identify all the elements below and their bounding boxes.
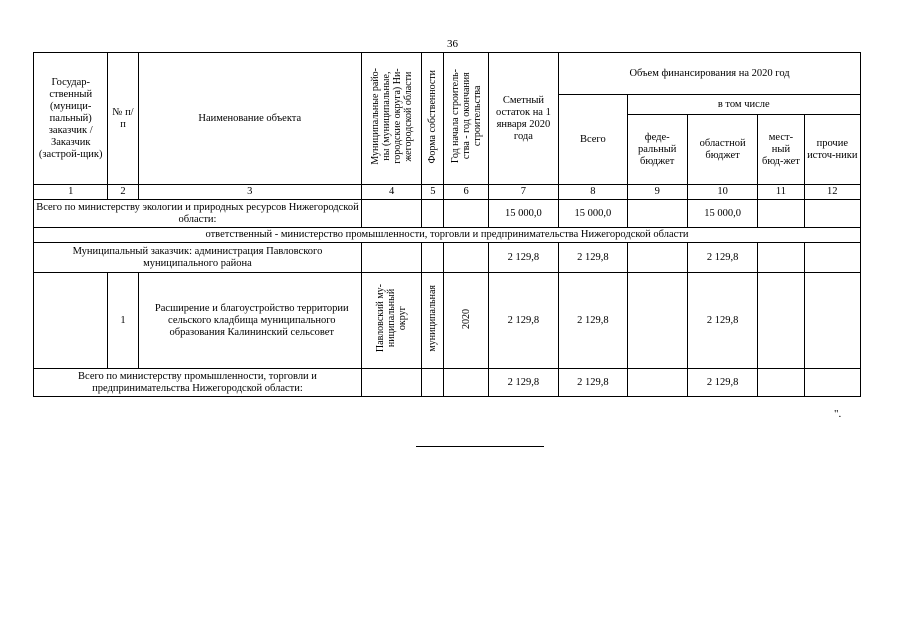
table-row bbox=[34, 369, 861, 397]
header-district-line: ны (муниципальные, bbox=[380, 71, 392, 162]
header-federal: феде-ральный бюджет bbox=[627, 115, 687, 185]
col-number: 10 bbox=[687, 185, 757, 200]
header-including: в том числе bbox=[627, 95, 860, 115]
table-row bbox=[34, 200, 861, 228]
closing-quote: ". bbox=[834, 408, 842, 420]
header-object-name: Наименование объекта bbox=[138, 53, 361, 185]
table-row bbox=[34, 243, 861, 273]
ecology-total-regional: 15 000,0 bbox=[687, 200, 757, 228]
col-number: 12 bbox=[804, 185, 860, 200]
object-district bbox=[361, 273, 421, 369]
header-other: прочие источ-ники bbox=[804, 115, 860, 185]
col-number: 5 bbox=[422, 185, 444, 200]
col-number: 3 bbox=[138, 185, 361, 200]
col-number: 11 bbox=[758, 185, 804, 200]
header-district-line: жегородской области bbox=[402, 71, 414, 162]
object-district-line: ниципальный bbox=[386, 289, 398, 348]
header-year-line: Год начала строитель- bbox=[449, 69, 461, 164]
col-number: 8 bbox=[559, 185, 627, 200]
col-number: 9 bbox=[627, 185, 687, 200]
header-number: № п/п bbox=[108, 53, 138, 185]
table-row bbox=[34, 228, 861, 243]
object-total: 2 129,8 bbox=[559, 273, 627, 369]
object-district-line: округ bbox=[397, 306, 409, 331]
ecology-total-label: Всего по министерству экологии и природных ресурсов Нижегородской области: bbox=[34, 200, 362, 228]
col-number: 2 bbox=[108, 185, 138, 200]
header-year bbox=[444, 53, 488, 185]
object-name: Расширение и благоустройство территории сельского кладбища муниципального образования Калининский сельсовет bbox=[138, 273, 361, 369]
ecology-total-balance: 15 000,0 bbox=[488, 200, 558, 228]
header-district-line: городские округа) Ни- bbox=[391, 68, 403, 165]
table-row bbox=[34, 273, 861, 369]
header-regional: областной бюджет bbox=[687, 115, 757, 185]
header-district bbox=[361, 53, 421, 185]
customer-row-regional: 2 129,8 bbox=[687, 243, 757, 273]
header-district-line: Муниципальные райо- bbox=[369, 68, 381, 165]
industry-total-label: Всего по министерству промышленности, торговли и предпринимательства Нижегородской области: bbox=[34, 369, 362, 397]
header-ownership bbox=[422, 53, 444, 185]
industry-total-regional: 2 129,8 bbox=[687, 369, 757, 397]
object-ownership bbox=[422, 273, 444, 369]
object-year bbox=[444, 273, 488, 369]
col-number: 6 bbox=[444, 185, 488, 200]
header-year-line: ства - год окончания bbox=[460, 73, 472, 160]
separator-line bbox=[416, 446, 544, 447]
object-balance: 2 129,8 bbox=[488, 273, 558, 369]
header-year-line: строительства bbox=[471, 86, 483, 147]
industry-total-sum: 2 129,8 bbox=[559, 369, 627, 397]
customer-row-balance: 2 129,8 bbox=[488, 243, 558, 273]
header-local: мест-ный бюд-жет bbox=[758, 115, 804, 185]
customer-row-total: 2 129,8 bbox=[559, 243, 627, 273]
header-balance: Сметный остаток на 1 января 2020 года bbox=[488, 53, 558, 185]
header-total: Всего bbox=[559, 95, 627, 185]
header-ownership-text: Форма собственности bbox=[427, 69, 439, 164]
col-number: 4 bbox=[361, 185, 421, 200]
page-number: 36 bbox=[447, 38, 458, 50]
responsible-row: ответственный - министерство промышленности, торговли и предпринимательства Нижегородской области bbox=[34, 228, 861, 243]
object-year-text: 2020 bbox=[460, 308, 472, 329]
object-number: 1 bbox=[108, 273, 138, 369]
industry-total-balance: 2 129,8 bbox=[488, 369, 558, 397]
customer-row-label: Муниципальный заказчик: администрация Павловского муниципального района bbox=[34, 243, 362, 273]
header-customer: Государ-ственный (муници-пальный) заказчик / Заказчик (застрой-щик) bbox=[34, 53, 108, 185]
column-number-row bbox=[34, 185, 861, 200]
col-number: 7 bbox=[488, 185, 558, 200]
object-ownership-text: муниципальная bbox=[427, 285, 439, 352]
object-district-line: Павловский му- bbox=[375, 284, 387, 353]
col-number: 1 bbox=[34, 185, 108, 200]
financing-table bbox=[33, 52, 861, 397]
object-regional: 2 129,8 bbox=[687, 273, 757, 369]
header-financing: Объем финансирования на 2020 год bbox=[559, 53, 861, 95]
ecology-total-sum: 15 000,0 bbox=[559, 200, 627, 228]
